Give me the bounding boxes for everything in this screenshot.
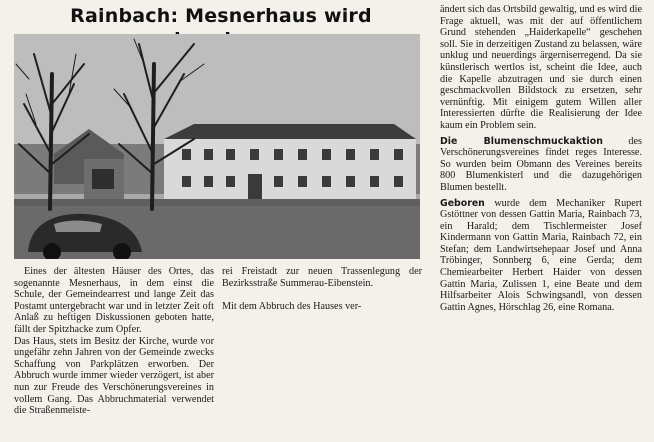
column-2 — [222, 266, 422, 313]
article-photo — [14, 34, 420, 259]
paragraph-road-material: rei Freistadt zur neuen Trassenlegung der Bezirksstraße Summerau-Eibenstein. — [222, 266, 422, 289]
headline: Rainbach: Mesnerhaus wird — [70, 5, 372, 27]
paragraph-demolition-start: Mit dem Abbruch des Hauses ver- — [222, 301, 362, 313]
paragraph-house-history: Das Haus, stets im Besitz der Kirche, wurde vor ungefähr zehn Jahren von der Gemeinde zwecks Schaffung von Parkplätzen erworben. Der Abbruch wurde immer wieder verzögert, ist aber nun zur Freude des Verschönerungsvereines in vollem Gang. Das Abbruchmaterial verwendet die Straßenmeiste- — [14, 335, 214, 417]
flower-campaign-text: des Verschönerungsvereines findet reges Interesse. So wurden beim Obmann des Vereines bereits 800 Blumenkisterl und die dazugehörigen Blumen bestellt. — [440, 135, 642, 193]
paragraph-births — [440, 198, 642, 314]
paragraph-chapel: ändert sich das Ortsbild gewaltig, und es wird die Frage aktuell, was mit der auf öffentlichem Grund stehenden „Haiderkapelle“ geschehen soll. Sie in derzeitigen Zustand zu belassen, wäre unklug und neuerdings ärgerniserregend. Da sie künstlerisch wertlos ist, scheint die Idee, auch die Kapelle abzutragen und sie durch einen geschmackvollen Bildstock zu ersetzen, sehr vernünftig. Mit einigem gutem Willen aller Interessierten dürfte die Realisierung der Idee kaum ein Problem sein. — [440, 4, 642, 131]
paragraph-flower-campaign — [440, 136, 642, 194]
births-text: wurde dem Mechaniker Rupert Gstöttner von dessen Gattin Maria, Rainbach 73, ein Harald; dem Tischlermeister Josef Kindermann von Gattin Maria, Rainbach 72, ein Stefan; dem Landwirtsehepaar Josef und Anna Tröbinger, Sonnberg 6, eine Gerda; dem Chemiearbeiter Herbert Haider von dessen Gattin Maria, Zulissen 1, eine Beate und dem Hilfsarbeiter Alois Schwingsandl, von dessen Gattin Agnes, Hörschlag 26, eine Romana. — [440, 197, 642, 313]
births-heading: Geboren — [440, 197, 485, 209]
column-1 — [14, 266, 214, 417]
column-3 — [440, 4, 642, 313]
paragraph-intro: Eines der ältesten Häuser des Ortes, das sogenannte Mesnerhaus, in dem einst die Schule, der Gemeindearrest und lange Zeit das Postamt untergebracht war und in letzter Zeit oft Anlaß zu heftigen Diskussionen geboten hatte, fällt der Spitzhacke zum Opfer. — [14, 266, 214, 335]
flower-campaign-heading: Die Blumenschmuckaktion — [440, 135, 603, 147]
